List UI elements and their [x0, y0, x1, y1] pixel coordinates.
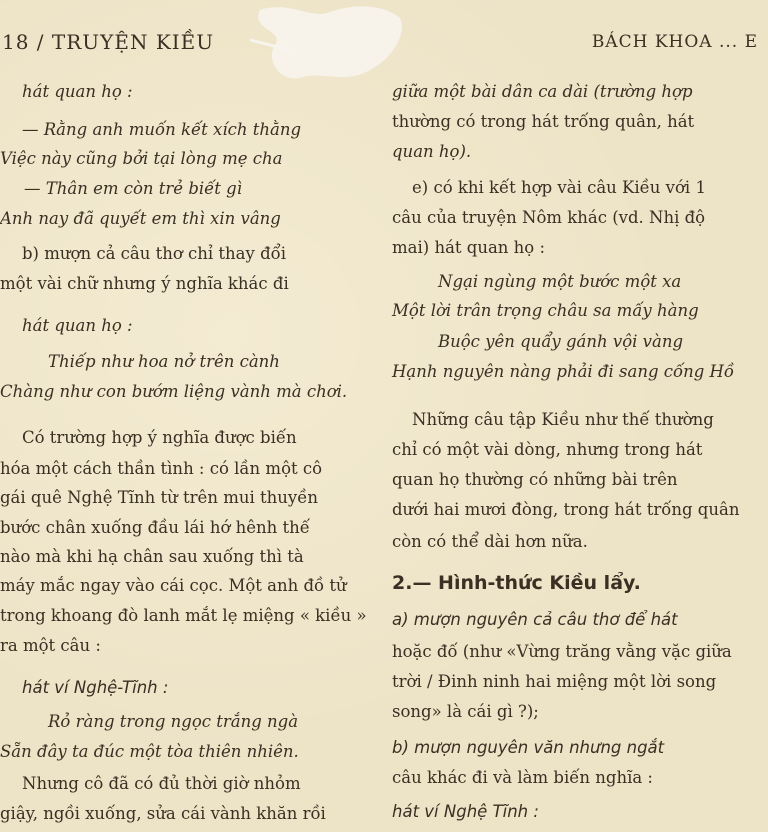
text-line: song» là cái gì ?); — [392, 702, 539, 721]
text-line: hát quan họ : — [22, 316, 133, 335]
text-line: hoặc đố (như «Vừng trăng vằng vặc giữa — [392, 642, 732, 661]
text-line: giữa một bài dân ca dài (trường hợp — [392, 82, 693, 101]
text-line: câu của truyện Nôm khác (vd. Nhị độ — [392, 208, 706, 227]
text-line: thường có trong hát trống quân, hát — [392, 112, 695, 131]
text-line: hát ví Nghệ-Tĩnh : — [22, 678, 169, 697]
text-line: chỉ có một vài dòng, nhưng trong hát — [392, 440, 703, 459]
text-line: còn có thể dài hơn nữa. — [392, 532, 588, 551]
text-line: Việc này cũng bởi tại lòng mẹ cha — [0, 149, 283, 168]
text-line: hát ví Nghệ Tĩnh : — [392, 802, 539, 821]
text-line: máy mắc ngay vào cái cọc. Một anh đồ tử — [0, 576, 347, 595]
text-line: Anh nay đã quyết em thì xin vâng — [0, 209, 281, 228]
text-line: một vài chữ nhưng ý nghĩa khác đi — [0, 274, 289, 293]
text-line: dưới hai mươi đòng, trong hát trống quân — [392, 500, 740, 519]
text-line: Sẵn đây ta đúc một tòa thiên nhiên. — [0, 742, 299, 761]
text-line: quan họ thường có những bài trên — [392, 470, 678, 489]
text-line: nào mà khi hạ chân sau xuống thì tà — [0, 547, 304, 566]
text-line: — Rằng anh muốn kết xích thằng — [22, 120, 302, 139]
text-line: Hạnh nguyên nàng phải đi sang cống Hồ — [392, 362, 735, 381]
text-line: bước chân xuống đầu lái hớ hênh thế — [0, 518, 310, 537]
running-title: BÁCH KHOA ... E — [591, 32, 758, 52]
text-line: Một lời trân trọng châu sa mấy hàng — [392, 301, 699, 320]
text-line: trong khoang đò lanh mắt lẹ miệng « kiều » — [0, 606, 367, 625]
text-line: trời / Đinh ninh hai miệng một lời song — [392, 672, 717, 691]
text-line: Những câu tập Kiều như thế thường — [412, 410, 714, 429]
text-line: câu khác đi và làm biến nghĩa : — [392, 768, 653, 787]
text-line: e) có khi kết hợp vài câu Kiều với 1 — [412, 178, 706, 197]
text-line: Nhưng cô đã có đủ thời giờ nhỏm — [22, 774, 301, 793]
section-heading: 2.— Hình-thức Kiều lẩy. — [392, 572, 641, 594]
text-line: Thiếp như hoa nở trên cành — [48, 352, 280, 371]
text-line: giậy, ngồi xuống, sửa cái vành khăn rồi — [0, 804, 326, 823]
text-line: a) mượn nguyên cả câu thơ để hát — [392, 610, 678, 629]
text-line: — Thân em còn trẻ biết gì — [24, 179, 243, 198]
text-line: ra một câu : — [0, 636, 101, 655]
text-line: hóa một cách thần tình : có lần một cô — [0, 459, 323, 478]
text-line: mai) hát quan họ : — [392, 238, 546, 257]
text-line: Chàng như con bướm liệng vành mà chơi. — [0, 382, 348, 401]
text-line: Có trường hợp ý nghĩa được biến — [22, 428, 297, 447]
text-line: hát quan họ : — [22, 82, 133, 101]
text-line: Buộc yên quẩy gánh vội vàng — [438, 332, 684, 351]
text-line: quan họ). — [392, 142, 472, 161]
page-number-title: 18 / TRUYỆN KIỀU — [2, 30, 215, 54]
paper-damage-stain — [250, 0, 410, 95]
text-line: Ngại ngùng một bước một xa — [438, 272, 682, 291]
text-line: b) mượn cả câu thơ chỉ thay đổi — [22, 244, 287, 263]
text-line: Rỏ ràng trong ngọc trắng ngà — [48, 712, 299, 731]
text-line: gái quê Nghệ Tĩnh từ trên mui thuyền — [0, 488, 318, 507]
text-line: b) mượn nguyên văn nhưng ngắt — [392, 738, 665, 757]
